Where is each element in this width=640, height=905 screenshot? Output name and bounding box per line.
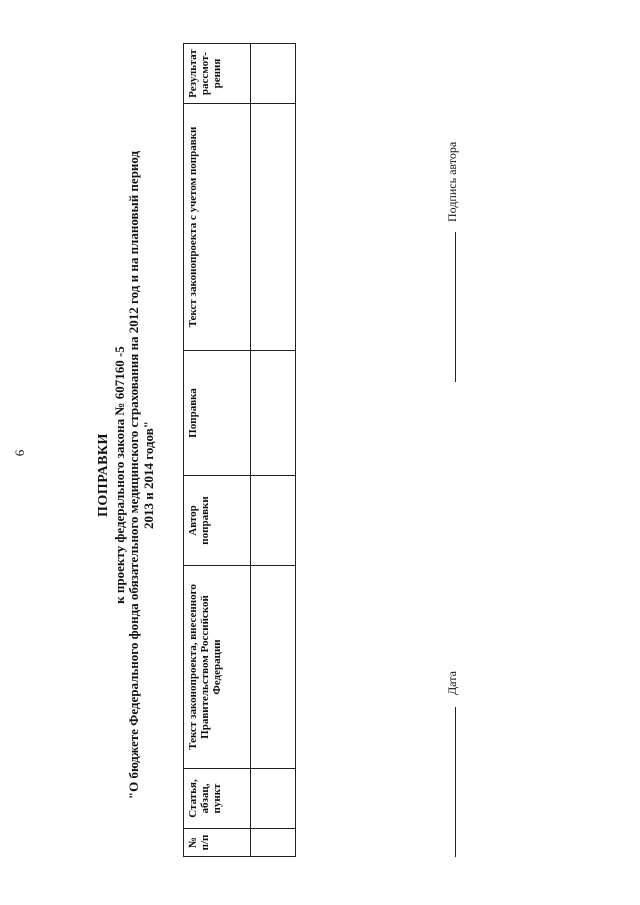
amendments-table [183, 43, 296, 857]
date-label: Дата [445, 671, 459, 695]
header-cell-article: Статья, абзац, пункт [184, 769, 251, 829]
date-signature-line [455, 707, 456, 857]
page-number: 6 [12, 449, 27, 457]
table-cell [251, 44, 296, 104]
header-cell-text-with-amendment: Текст законопроекта с учетом поправки [184, 104, 251, 351]
law-title [126, 85, 156, 865]
header-cell-review-result: Результат рассмот-рения [184, 44, 251, 104]
table-row [251, 44, 296, 857]
table-cell [251, 769, 296, 829]
table-cell [251, 104, 296, 351]
law-title-line-1: "О бюджете Федерального фонда обязательного медицинского страхования на 2012 год и на плановый период [126, 150, 141, 800]
table-header-row [184, 44, 251, 857]
header-cell-amendment: Поправка [184, 351, 251, 476]
header-cell-number: № п/п [184, 829, 251, 857]
document-subtitle: к проекту федерального закона № 607160 -5 [112, 346, 127, 604]
table-cell [251, 476, 296, 566]
document-title: ПОПРАВКИ [96, 433, 111, 517]
header-cell-amendment-author: Автор поправки [184, 476, 251, 566]
header-cell-government-text: Текст законопроекта, внесенного Правительством Российской Федерации [184, 566, 251, 769]
table-cell [251, 351, 296, 476]
table-cell [251, 829, 296, 857]
author-signature-label: Подпись автора [445, 141, 459, 222]
author-signature-line [455, 232, 456, 382]
law-title-line-2: 2013 и 2014 годов" [141, 421, 156, 529]
table-cell [251, 566, 296, 769]
